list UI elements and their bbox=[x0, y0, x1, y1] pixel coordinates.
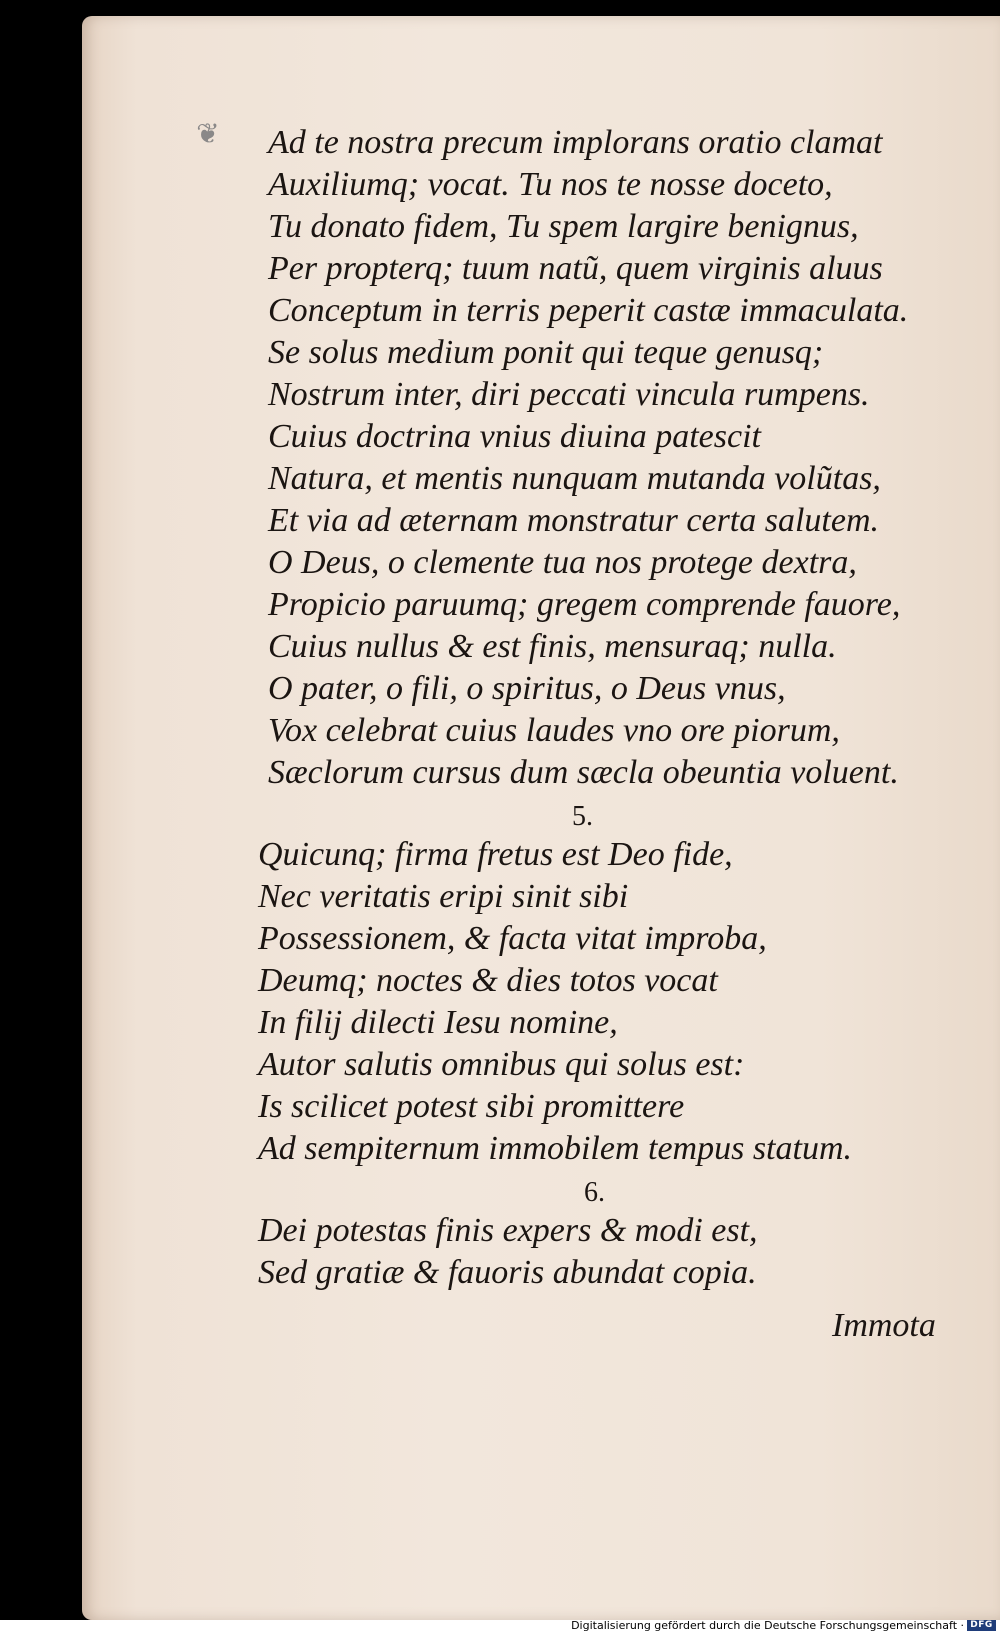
stanza-number-5: 5. bbox=[572, 801, 593, 832]
text-line-17: Quicunq; firma fretus est Deo fide, bbox=[258, 836, 733, 873]
stanza-number-6: 6. bbox=[584, 1177, 605, 1208]
text-line-6: Se solus medium ponit qui teque genusq; bbox=[268, 334, 824, 371]
text-line-15: Vox celebrat cuius laudes vno ore piorum, bbox=[268, 712, 840, 749]
text-line-12: Propicio paruumq; gregem comprende fauore, bbox=[268, 586, 901, 623]
text-line-25: Dei potestas finis expers & modi est, bbox=[258, 1212, 758, 1249]
text-line-24: Ad sempiternum immobilem tempus statum. bbox=[258, 1130, 853, 1167]
digitization-credit: Digitalisierung gefördert durch die Deutsche Forschungsgemeinschaft · bbox=[571, 1619, 964, 1632]
text-line-9: Natura, et mentis nunquam mutanda volũtas, bbox=[268, 460, 881, 497]
text-line-1: Ad te nostra precum implorans oratio clamat bbox=[268, 124, 883, 161]
text-line-11: O Deus, o clemente tua nos protege dextra, bbox=[268, 544, 857, 581]
text-line-22: Autor salutis omnibus qui solus est: bbox=[258, 1046, 745, 1083]
ornament-icon: ❦ bbox=[196, 117, 220, 150]
text-line-19: Possessionem, & facta vitat improba, bbox=[258, 920, 767, 957]
text-line-7: Nostrum inter, diri peccati vincula rumpens. bbox=[268, 376, 870, 413]
text-line-3: Tu donato fidem, Tu spem largire benignus, bbox=[268, 208, 859, 245]
text-line-8: Cuius doctrina vnius diuina patescit bbox=[268, 418, 761, 455]
text-line-10: Et via ad æternam monstratur certa salutem. bbox=[268, 502, 880, 539]
text-line-18: Nec veritatis eripi sinit sibi bbox=[258, 878, 629, 915]
text-line-20: Deumq; noctes & dies totos vocat bbox=[258, 962, 718, 999]
text-line-2: Auxiliumq; vocat. Tu nos te nosse doceto, bbox=[268, 166, 833, 203]
text-line-5: Conceptum in terris peperit castæ immaculata. bbox=[268, 292, 909, 329]
text-line-13: Cuius nullus & est finis, mensuraq; nulla. bbox=[268, 628, 837, 665]
text-line-4: Per propterq; tuum natũ, quem virginis aluus bbox=[268, 250, 883, 287]
catchword: Immota bbox=[832, 1307, 936, 1344]
text-line-14: O pater, o fili, o spiritus, o Deus vnus, bbox=[268, 670, 786, 707]
text-line-16: Sæclorum cursus dum sæcla obeuntia voluent. bbox=[268, 754, 899, 791]
text-line-21: In filij dilecti Iesu nomine, bbox=[258, 1004, 618, 1041]
text-line-23: Is scilicet potest sibi promittere bbox=[258, 1088, 685, 1125]
dfg-logo: DFG bbox=[967, 1620, 996, 1631]
text-line-26: Sed gratiæ & fauoris abundat copia. bbox=[258, 1254, 757, 1291]
